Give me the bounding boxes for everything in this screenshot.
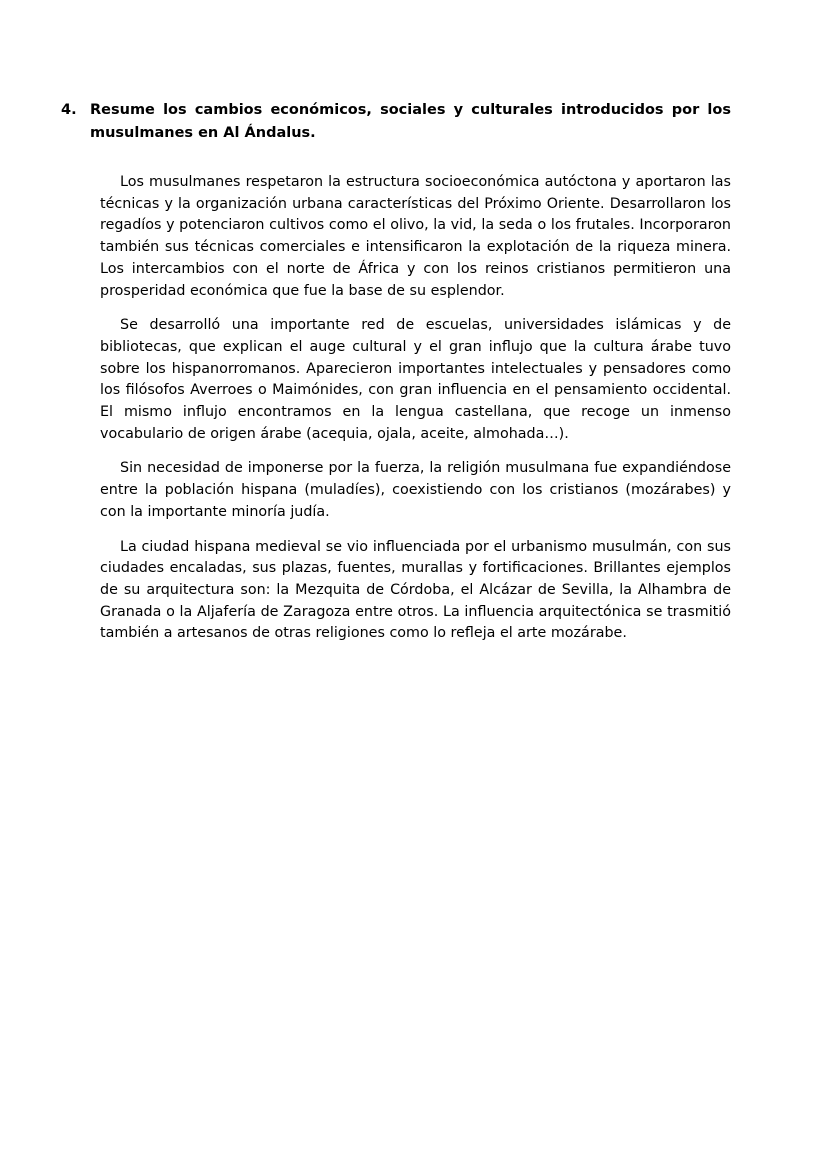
answer-paragraph-culture: Se desarrolló una importante red de escuelas, universidades islámicas y de bibliotecas, que explican el auge cultural y el gran influjo que la cultura árabe tuvo sobre los hispanorromanos. Aparecieron importantes intelectuales y pensadores como los filósofos Averroes o Maimónides, con gran influencia en el pensamiento occidental. El mismo influjo encontramos en la lengua castellana, que recoge un inmenso vocabulario de origen árabe (acequia, ojala, aceite, almohada…).: [100, 317, 731, 442]
question-title: Resume los cambios económicos, sociales y culturales introducidos por los musulmanes en Al Ándalus.: [90, 102, 731, 141]
answer-paragraph-urbanism: La ciudad hispana medieval se vio influenciada por el urbanismo musulmán, con sus ciudades encaladas, sus plazas, fuentes, murallas y fortificaciones. Brillantes ejemplos de su arquitectura son: la Mezquita de Córdoba, el Alcázar de Sevilla, la Alhambra de Granada o la Aljafería de Zaragoza entre otros. La influencia arquitectónica se trasmitió también a artesanos de otras religiones como lo refleja el arte mozárabe.: [100, 538, 731, 642]
question-heading: [61, 99, 731, 145]
answer-paragraph-religion: Sin necesidad de imponerse por la fuerza, la religión musulmana fue expandiéndose entre la población hispana (muladíes), coexistiendo con los cristianos (mozárabes) y con la importante minoría judía.: [100, 460, 731, 520]
question-number: 4.: [61, 102, 77, 118]
answer-paragraph-economy: Los musulmanes respetaron la estructura socioeconómica autóctona y aportaron las técnicas y la organización urbana características del Próximo Oriente. Desarrollaron los regadíos y potenciaron cultivos como el olivo, la vid, la seda o los frutales. Incorporaron también sus técnicas comerciales e intensificaron la explotación de la riqueza minera. Los intercambios con el norte de África y con los reinos cristianos permitieron una prosperidad económica que fue la base de su esplendor.: [100, 174, 731, 299]
answer-body: [100, 172, 731, 658]
